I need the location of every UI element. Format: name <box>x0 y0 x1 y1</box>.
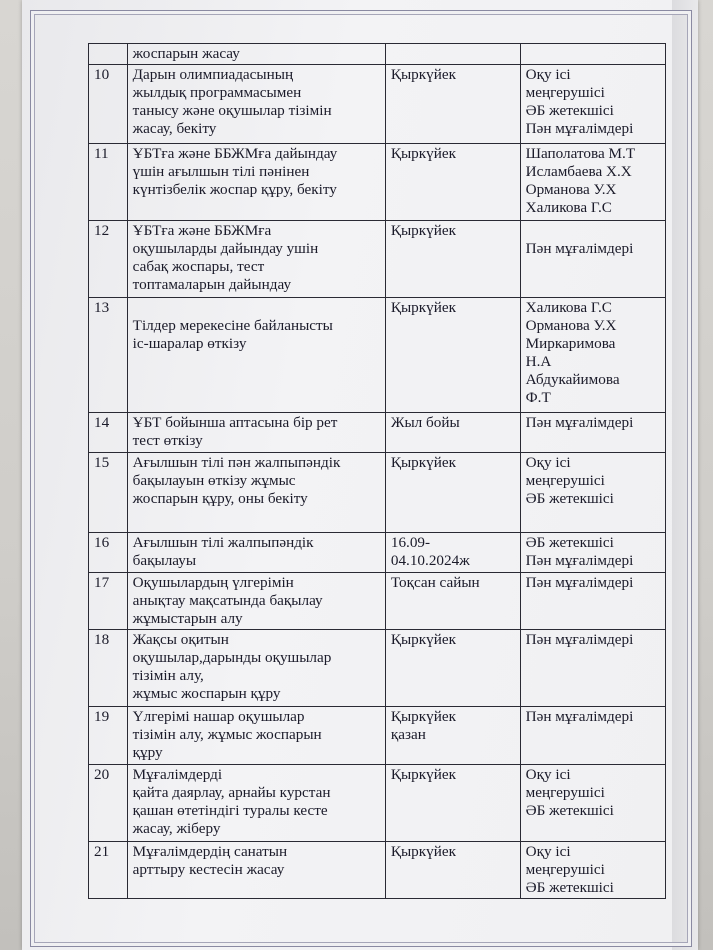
row-term: Қыркүйек <box>385 221 520 298</box>
row-task: Оқушылардың үлгерімін анықтау мақсатында бақылау жұмыстарын алу <box>127 573 385 630</box>
table-row <box>89 298 666 413</box>
row-responsible: Пән мұғалімдері <box>520 630 665 707</box>
row-term: Қыркүйек <box>385 65 520 144</box>
row-term: Қыркүйек <box>385 630 520 707</box>
row-task: Мұғалімдердің санатын арттыру кестесін жасау <box>127 842 385 899</box>
row-responsible: Халикова Г.С Орманова У.Х Миркаримова Н.А Абдукайимова Ф.Т <box>520 298 665 413</box>
row-responsible: Оқу ісі меңгерушісі ӘБ жетекшісі <box>520 453 665 533</box>
row-task: ҰБТ бойынша аптасына бір рет тест өткізу <box>127 413 385 453</box>
row-task: Ағылшын тілі пән жалпыпәндік бақылауын өткізу жұмыс жоспарын құру, оны бекіту <box>127 453 385 533</box>
table-row <box>89 453 666 533</box>
row-number: 19 <box>89 707 128 765</box>
table-row <box>89 413 666 453</box>
row-number: 15 <box>89 453 128 533</box>
row-number: 21 <box>89 842 128 899</box>
row-number: 12 <box>89 221 128 298</box>
row-number: 11 <box>89 144 128 221</box>
row-term <box>385 44 520 65</box>
table-row <box>89 842 666 899</box>
row-responsible: ӘБ жетекшісі Пән мұғалімдері <box>520 533 665 573</box>
table-row <box>89 44 666 65</box>
row-term: Қыркүйек <box>385 765 520 842</box>
row-number: 10 <box>89 65 128 144</box>
table-row <box>89 221 666 298</box>
table-row <box>89 630 666 707</box>
table-row <box>89 65 666 144</box>
row-number: 13 <box>89 298 128 413</box>
row-number: 20 <box>89 765 128 842</box>
row-responsible: Пән мұғалімдері <box>520 573 665 630</box>
row-task: Мұғалімдерді қайта даярлау, арнайы курстан қашан өтетіндігі туралы кесте жасау, жіберу <box>127 765 385 842</box>
row-responsible: Оқу ісі меңгерушісі ӘБ жетекшісі <box>520 842 665 899</box>
row-responsible: Пән мұғалімдері <box>520 707 665 765</box>
table-row <box>89 533 666 573</box>
row-term: Қыркүйек <box>385 842 520 899</box>
row-term: 16.09- 04.10.2024ж <box>385 533 520 573</box>
row-term: Қыркүйек <box>385 453 520 533</box>
row-responsible: Пән мұғалімдері <box>520 413 665 453</box>
row-number: 14 <box>89 413 128 453</box>
table-row <box>89 707 666 765</box>
row-task: жоспарын жасау <box>127 44 385 65</box>
row-number: 17 <box>89 573 128 630</box>
row-responsible: Оқу ісі меңгерушісі ӘБ жетекшісі Пән мұғалімдері <box>520 65 665 144</box>
table-row <box>89 144 666 221</box>
row-responsible: Шаполатова М.Т Исламбаева Х.Х Орманова У.Х Халикова Г.С <box>520 144 665 221</box>
row-task: Дарын олимпиадасының жылдық программасымен танысу және оқушылар тізімін жасау, бекіту <box>127 65 385 144</box>
row-term: Тоқсан сайын <box>385 573 520 630</box>
plan-table <box>88 43 666 899</box>
row-task: ҰБТға және ББЖМға оқушыларды дайындау ушін сабақ жоспары, тест топтамаларын дайындау <box>127 221 385 298</box>
row-task: Жақсы оқитын оқушылар,дарынды оқушылар тізімін алу, жұмыс жоспарын құру <box>127 630 385 707</box>
plan-table-body <box>89 44 666 899</box>
table-row <box>89 765 666 842</box>
row-task: Үлгерімі нашар оқушылар тізімін алу, жұмыс жоспарын құру <box>127 707 385 765</box>
row-number: 18 <box>89 630 128 707</box>
row-task: Тілдер мерекесіне байланысты іс-шаралар өткізу <box>127 298 385 413</box>
row-responsible: Пән мұғалімдері <box>520 221 665 298</box>
row-number <box>89 44 128 65</box>
row-responsible: Оқу ісі меңгерушісі ӘБ жетекшісі <box>520 765 665 842</box>
row-task: Ағылшын тілі жалпыпәндік бақылауы <box>127 533 385 573</box>
row-responsible <box>520 44 665 65</box>
row-term: Жыл бойы <box>385 413 520 453</box>
row-task: ҰБТға және ББЖМға дайындау үшін ағылшын тілі пәнінен күнтізбелік жоспар құру, бекіту <box>127 144 385 221</box>
row-term: Қыркүйек <box>385 144 520 221</box>
row-number: 16 <box>89 533 128 573</box>
table-row <box>89 573 666 630</box>
row-term: Қыркүйек <box>385 298 520 413</box>
row-term: Қыркүйек қазан <box>385 707 520 765</box>
